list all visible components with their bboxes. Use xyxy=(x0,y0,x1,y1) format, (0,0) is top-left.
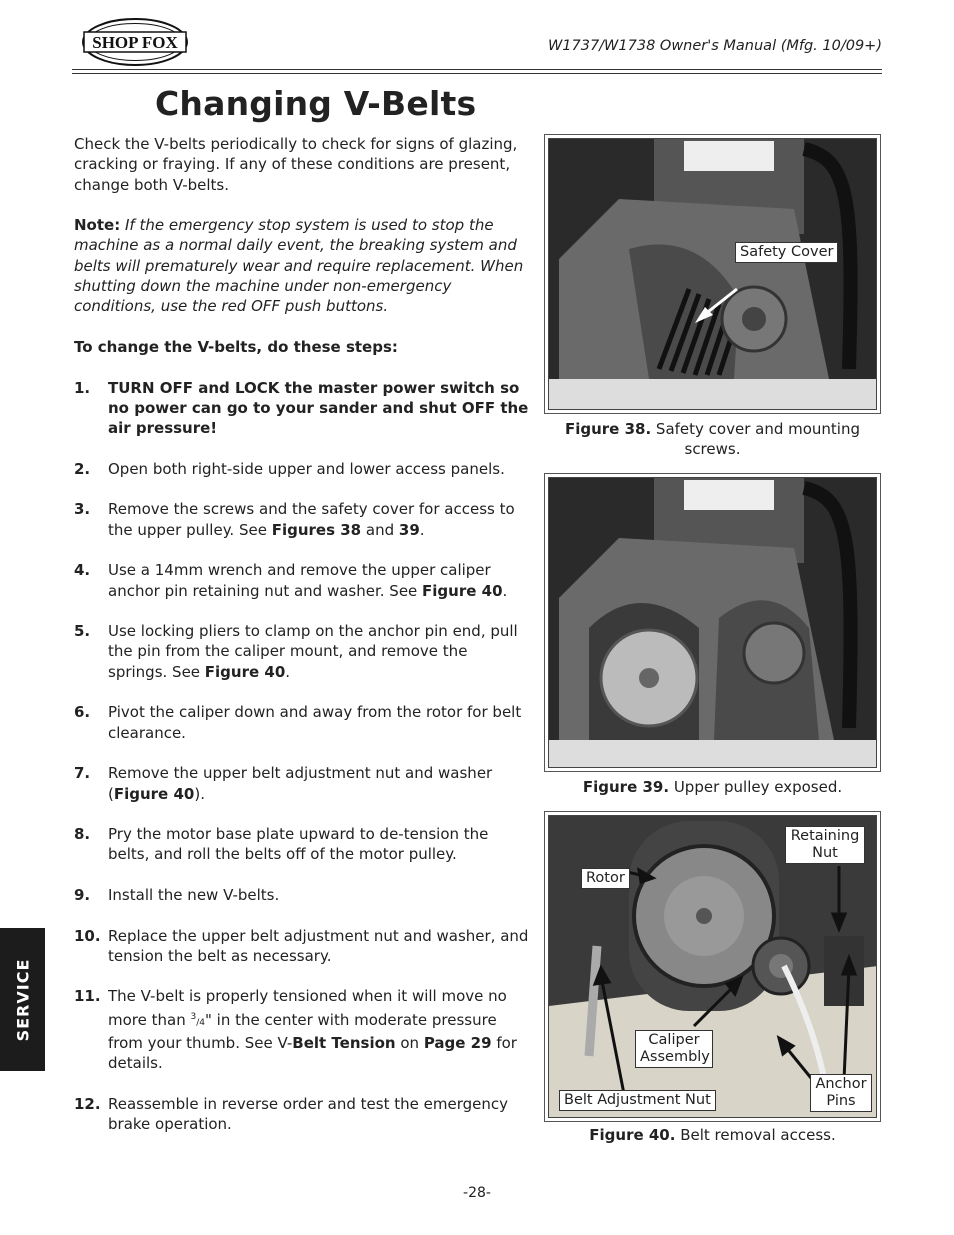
figure-40-caption: Figure 40. Belt removal access. xyxy=(589,1126,836,1144)
figure-39-caption: Figure 39. Upper pulley exposed. xyxy=(582,778,843,796)
figure-ref: Figure 40 xyxy=(422,581,503,600)
step-item: 12. Reassemble in reverse order and test the emergency brake operation. xyxy=(74,1094,508,1134)
intro-paragraph: Check the V-belts periodically to check for signs of glazing, cracking or fraying. If any of these conditions are present, change both V-belts. xyxy=(74,135,518,194)
callout-rotor: Rotor xyxy=(581,868,630,889)
figure-38-photo xyxy=(544,134,881,414)
step-item: 7. Remove the upper belt adjustment nut and washer (Figure 40). xyxy=(74,764,493,803)
section-tab-label: SERVICE xyxy=(13,958,32,1041)
step-item: 11. The V-belt is properly tensioned when it will move no more than $^3$/4" in the center with moderate pressure from your thumb. See V-Belt Tension on Page 29 for details. xyxy=(74,987,517,1073)
callout-anchor-pins: Anchor Pins xyxy=(810,1074,872,1112)
figure-ref: Figure 40 xyxy=(204,662,286,681)
note-text: If the emergency stop system is used to stop the machine as a normal daily event, the breaking system and belts will prematurely wear and require replacement. When shutting down the machine under non-emergency conditions, use the red OFF push buttons. xyxy=(74,216,524,316)
section-tab xyxy=(0,928,45,1071)
header-rule xyxy=(72,73,882,74)
step-item: 2. Open both right-side upper and lower access panels. xyxy=(74,459,505,478)
logo-text: SHOP FOX xyxy=(92,33,178,52)
figure-38-caption: Figure 38. Safety cover and mounting screws. xyxy=(564,420,861,459)
page-ref: Page 29 xyxy=(423,1034,492,1053)
figure-40-photo xyxy=(544,811,881,1122)
steps-heading: To change the V-belts, do these steps: xyxy=(74,337,398,356)
callout-safety-cover: Safety Cover xyxy=(735,242,838,263)
page-number: -28- xyxy=(463,1185,491,1201)
figure-ref: 39 xyxy=(398,520,420,539)
step-item: 6. Pivot the caliper down and away from the rotor for belt clearance. xyxy=(74,703,522,742)
step-item: 5. Use locking pliers to clamp on the anchor pin end, pull the pin from the caliper mount, and remove the springs. See Figure 40. xyxy=(74,622,518,681)
header-rule xyxy=(72,69,882,70)
page-title: Changing V-Belts xyxy=(155,84,477,123)
callout-retaining-nut: Retaining Nut xyxy=(785,826,865,864)
step-item: 10. Replace the upper belt adjustment nut and washer, and tension the belt as necessary. xyxy=(74,926,529,965)
step-item: 8. Pry the motor base plate upward to de-tension the belts, and roll the belts off of the motor pulley. xyxy=(74,825,489,864)
note-paragraph xyxy=(74,215,529,316)
figure-39-photo xyxy=(544,473,881,772)
step-item: 4. Use a 14mm wrench and remove the upper caliper anchor pin retaining nut and washer. See Figure 40. xyxy=(74,561,508,600)
section-ref: Belt Tension xyxy=(292,1034,396,1053)
manual-title: W1737/W1738 Owner's Manual (Mfg. 10/09+) xyxy=(547,38,882,54)
callout-belt-adjustment-nut: Belt Adjustment Nut xyxy=(559,1090,716,1111)
step-item: 3. Remove the screws and the safety cover for access to the upper pulley. See Figures 38 and 39. xyxy=(74,500,515,539)
figure-ref: Figure 40 xyxy=(113,784,195,803)
callout-caliper-assembly: Caliper Assembly xyxy=(635,1030,713,1068)
shop-fox-logo xyxy=(80,16,190,68)
body-text xyxy=(74,134,529,1155)
figure-ref: Figures 38 xyxy=(271,520,362,539)
step-item: 1. TURN OFF and LOCK the master power switch so no power can go to your sander and shut OFF the air pressure! xyxy=(74,378,529,438)
note-label: Note: xyxy=(74,216,121,235)
step-item: 9. Install the new V-belts. xyxy=(74,885,280,904)
